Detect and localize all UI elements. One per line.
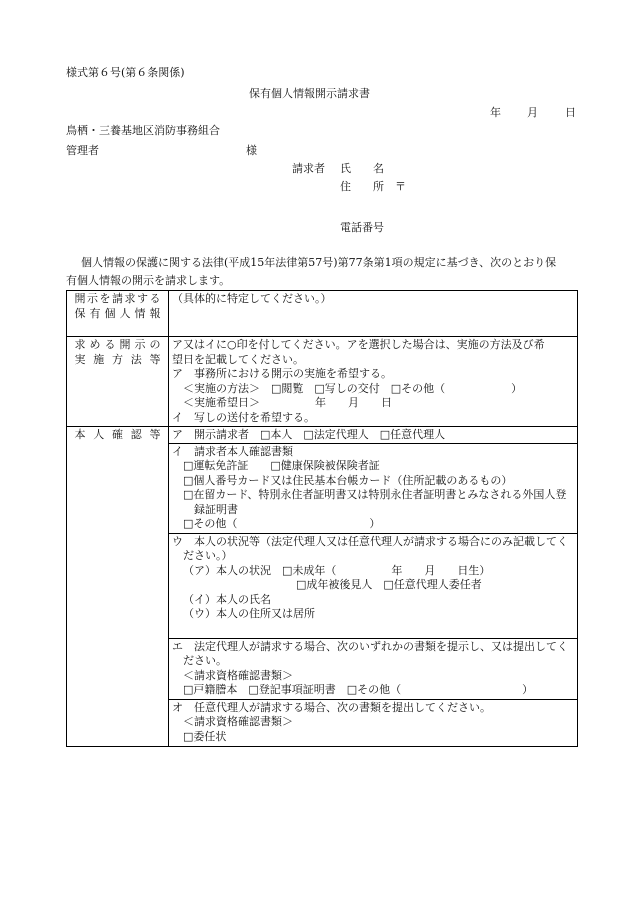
person-status-title: ウ 本人の状況等（法定代理人又は任意代理人が請求する場合にのみ記載してください。） [172,534,568,562]
legal-agent-docs-options[interactable]: □戸籍謄本 □登記事項証明書 □その他（ ） [183,683,534,696]
intro-text-line2: 有個人情報の開示を請求します。 [66,274,231,287]
legal-agent-docs-label: ＜請求資格確認書類＞ [183,668,293,682]
info-content-cell[interactable] [169,291,578,337]
form-number: 様式第６号(第６条関係) [66,66,185,79]
identity-requester-type[interactable]: ア 開示請求者 □本人 □法定代理人 □任意代理人 [172,428,446,441]
voluntary-agent-title: オ 任意代理人が請求する場合、次の書類を提出してください。 [172,700,491,714]
legal-agent-title: エ 法定代理人が請求する場合、次のいずれかの書類を提示し、又は提出してください。 [172,639,568,667]
identity-label-cell [67,427,169,747]
requester-phone-label: 電話番号 [340,221,384,234]
requester-label: 請求者 [292,162,325,175]
method-label-line1: 求める開示の [74,338,161,351]
method-instruction-line1: ア又はイに○印を付してください。アを選択した場合は、実施の方法及び希 [172,338,545,351]
identity-document-section [169,443,577,533]
recipient-title: 管理者 [66,144,99,157]
identity-document-option-2[interactable]: □個人番号カード又は住民基本台帳カード（住所記載のあるもの） [183,473,513,487]
info-instruction: （具体的に特定してください。） [172,292,332,305]
identity-document-option-1[interactable]: □運転免許証 □健康保険被保険者証 [183,459,380,472]
person-address-field[interactable]: （ウ）本人の住所又は居所 [183,607,315,620]
method-option-i[interactable]: イ 写しの送付を希望する。 [172,410,315,424]
identity-row [67,427,578,747]
info-label-line2: 保有個人情報 [74,306,161,320]
legal-agent-section [169,638,577,699]
organization-name: 鳥栖・三養基地区消防事務組合 [66,124,220,137]
requester-name-label: 氏 名 [340,162,384,175]
method-implementation-way[interactable]: ＜実施の方法＞ □閲覧 □写しの交付 □その他（ ） [183,381,523,395]
identity-content-cell [169,427,578,747]
request-form-table [66,290,578,747]
method-content-cell [169,337,578,427]
intro-text-line1: 個人情報の保護に関する法律(平成15年法律第57号)第77条第1項の規定に基づき、次のとおり保 [81,256,557,269]
requester-address-label: 住 所 〒 [340,180,406,193]
method-label-line2: 実施方法等 [74,352,161,366]
method-option-a[interactable]: ア 事務所における開示の実施を希望する。 [172,367,392,380]
method-label-cell [67,337,169,427]
voluntary-agent-section [169,699,577,746]
voluntary-agent-power-of-attorney[interactable]: □委任状 [183,729,227,743]
page-title: 保有個人情報開示請求書 [249,87,370,100]
info-row [67,291,578,337]
person-status-option-minor[interactable]: （ア）本人の状況 □未成年（ 年 月 日生） [183,563,491,577]
person-status-option-ward[interactable]: □成年被後見人 □任意代理人委任者 [296,578,482,591]
person-status-section [169,533,577,638]
person-name-field[interactable]: （イ）本人の氏名 [183,592,271,606]
identity-document-option-3[interactable]: □在留カード、特別永住者証明書又は特別永住者証明書とみなされる外国人登録証明書 [183,488,567,516]
method-desired-date[interactable]: ＜実施希望日＞ 年 月 日 [183,396,392,409]
method-instruction-line2: 望日を記載してください。 [172,352,304,366]
date-month-label: 月 [527,106,538,119]
info-label-line1: 開示を請求する [74,292,161,305]
identity-document-title: イ 請求者本人確認書類 [172,444,293,458]
identity-label: 本人確認等 [74,428,161,441]
date-year-label: 年 [490,106,501,119]
date-day-label: 日 [565,106,576,119]
method-row [67,337,578,427]
voluntary-agent-docs-label: ＜請求資格確認書類＞ [183,715,293,728]
info-label-cell [67,291,169,337]
recipient-honorific: 様 [246,144,257,157]
identity-document-option-other[interactable]: □その他（ ） [183,517,381,530]
